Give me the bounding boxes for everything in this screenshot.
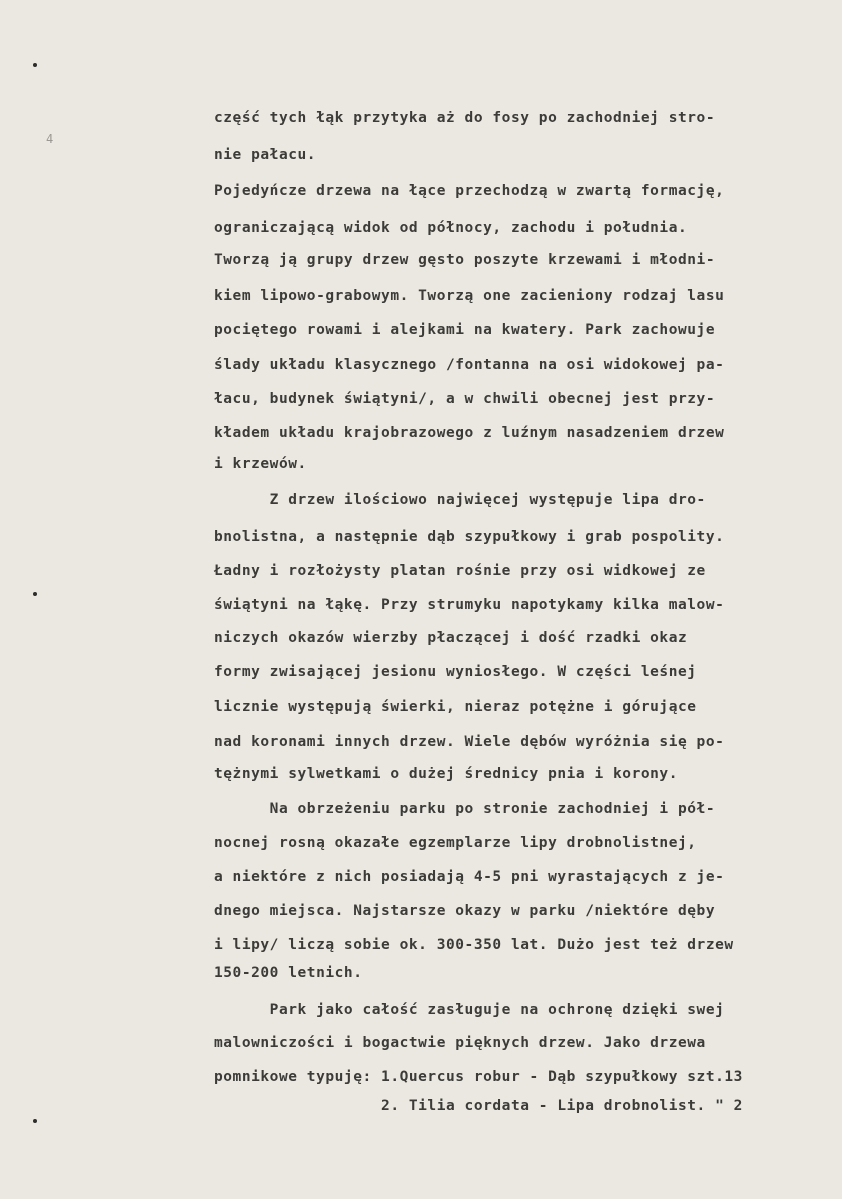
text-line: licznie występują świerki, nieraz potężne i górujące xyxy=(214,699,697,715)
text-line: bnolistna, a następnie dąb szypułkowy i grab pospolity. xyxy=(214,529,725,545)
text-line: świątyni na łąkę. Przy strumyku napotykamy kilka malow- xyxy=(214,597,725,613)
text-line: tężnymi sylwetkami o dużej średnicy pnia i korony. xyxy=(214,766,678,782)
text-line: 2. Tilia cordata - Lipa drobnolist. " 2 xyxy=(214,1098,743,1114)
text-line: a niektóre z nich posiadają 4-5 pni wyrastających z je- xyxy=(214,869,725,885)
text-line: nie pałacu. xyxy=(214,147,317,163)
text-line: pomnikowe typuję: 1.Quercus robur - Dąb szypułkowy szt.13 xyxy=(214,1069,743,1085)
text-line: i krzewów. xyxy=(214,456,307,472)
margin-dot-top xyxy=(33,63,37,67)
text-line: Na obrzeżeniu parku po stronie zachodniej i pół- xyxy=(214,801,716,817)
margin-dot-bottom xyxy=(33,1119,37,1123)
text-line: nad koronami innych drzew. Wiele dębów wyróżnia się po- xyxy=(214,734,725,750)
text-line: i lipy/ liczą sobie ok. 300-350 lat. Dużo jest też drzew xyxy=(214,937,734,953)
text-line: część tych łąk przytyka aż do fosy po zachodniej stro- xyxy=(214,110,716,126)
text-line: malowniczości i bogactwie pięknych drzew. Jako drzewa xyxy=(214,1035,706,1051)
text-line: 150-200 letnich. xyxy=(214,965,363,981)
text-line: niczych okazów wierzby płaczącej i dość rzadki okaz xyxy=(214,630,688,646)
text-line: Ładny i rozłożysty platan rośnie przy osi widkowej ze xyxy=(214,563,706,579)
text-line: ograniczającą widok od północy, zachodu i południa. xyxy=(214,220,688,236)
text-line: Park jako całość zasługuje na ochronę dzięki swej xyxy=(214,1002,725,1018)
text-line: nocnej rosną okazałe egzemplarze lipy drobnolistnej, xyxy=(214,835,697,851)
text-line: formy zwisającej jesionu wyniosłego. W części leśnej xyxy=(214,664,697,680)
text-line: Z drzew ilościowo najwięcej występuje lipa dro- xyxy=(214,492,706,508)
text-line: ślady układu klasycznego /fontanna na osi widokowej pa- xyxy=(214,357,725,373)
text-line: Pojedyńcze drzewa na łące przechodzą w zwartą formację, xyxy=(214,183,725,199)
text-line: pociętego rowami i alejkami na kwatery. Park zachowuje xyxy=(214,322,716,338)
text-line: kładem układu krajobrazowego z luźnym nasadzeniem drzew xyxy=(214,425,725,441)
margin-mark: 4 xyxy=(46,132,54,146)
text-line: łacu, budynek świątyni/, a w chwili obecnej jest przy- xyxy=(214,391,716,407)
margin-dot-middle xyxy=(33,592,37,596)
text-line: dnego miejsca. Najstarsze okazy w parku /niektóre dęby xyxy=(214,903,716,919)
text-line: kiem lipowo-grabowym. Tworzą one zacieniony rodzaj lasu xyxy=(214,288,725,304)
text-line: Tworzą ją grupy drzew gęsto poszyte krzewami i młodni- xyxy=(214,252,716,268)
